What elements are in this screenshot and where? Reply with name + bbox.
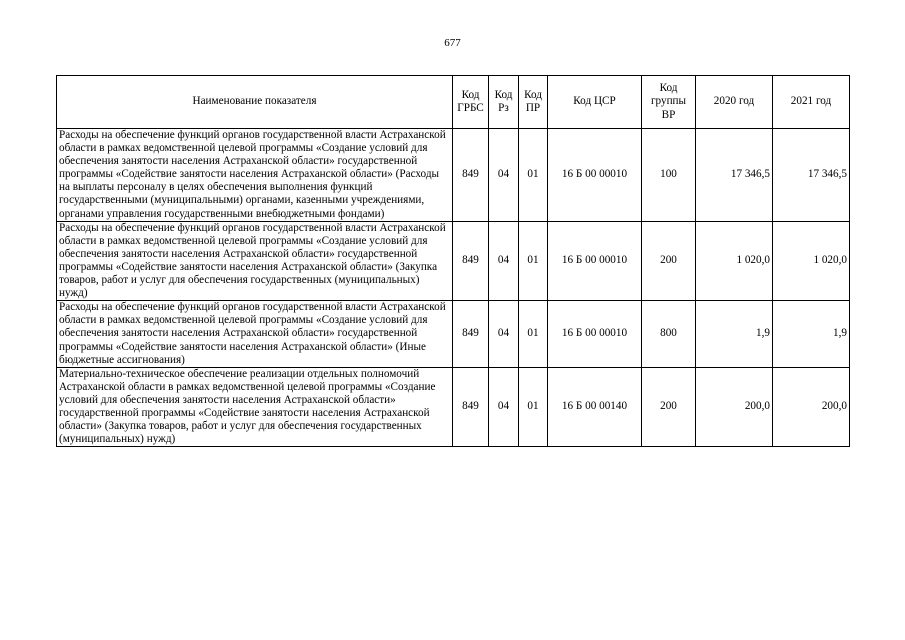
- amount-2020: 200,0: [696, 367, 773, 447]
- table-row: [57, 129, 850, 222]
- pr-code: 01: [519, 221, 548, 301]
- amount-2021: 17 346,5: [773, 129, 850, 222]
- header-rz: Код Рз: [489, 76, 519, 129]
- header-vr: Код группы ВР: [642, 76, 696, 129]
- pr-code: 01: [519, 367, 548, 447]
- grbs-code: 849: [453, 129, 489, 222]
- page-number: 677: [444, 37, 461, 49]
- grbs-code: 849: [453, 301, 489, 367]
- header-2020: 2020 год: [696, 76, 773, 129]
- vr-code: 100: [642, 129, 696, 222]
- indicator-name: Материально-техническое обеспечение реализации отдельных полномочий Астраханской области в рамках ведомственной целевой программы «Создание условий для обеспечения занятости населения Астраханской области» государственной программы «Содействие занятости населения Астраханской области» (Закупка товаров, работ и услуг для обеспечения государственных (муниципальных) нужд): [57, 367, 453, 447]
- pr-code: 01: [519, 301, 548, 367]
- table-row: [57, 301, 850, 367]
- table-row: [57, 221, 850, 301]
- header-name: Наименование показателя: [57, 76, 453, 129]
- indicator-name: Расходы на обеспечение функций органов государственной власти Астраханской области в рамках ведомственной целевой программы «Создание условий для обеспечения занятости населения Астраханской области» государственной программы «Содействие занятости населения Астраханской области» (Расходы на выплаты персоналу в целях обеспечения выполнения функций государственными (муниципальными) органами, казенными учреждениями, органами управления государственными внебюджетными фондами): [57, 129, 453, 222]
- table-row: [57, 367, 850, 447]
- vr-code: 200: [642, 367, 696, 447]
- csr-code: 16 Б 00 00010: [548, 221, 642, 301]
- vr-code: 800: [642, 301, 696, 367]
- csr-code: 16 Б 00 00010: [548, 301, 642, 367]
- csr-code: 16 Б 00 00140: [548, 367, 642, 447]
- rz-code: 04: [489, 221, 519, 301]
- header-grbs: Код ГРБС: [453, 76, 489, 129]
- csr-code: 16 Б 00 00010: [548, 129, 642, 222]
- header-pr: Код ПР: [519, 76, 548, 129]
- table-header-row: [57, 76, 850, 129]
- amount-2021: 1 020,0: [773, 221, 850, 301]
- rz-code: 04: [489, 301, 519, 367]
- rz-code: 04: [489, 129, 519, 222]
- amount-2020: 17 346,5: [696, 129, 773, 222]
- amount-2021: 200,0: [773, 367, 850, 447]
- grbs-code: 849: [453, 221, 489, 301]
- amount-2020: 1,9: [696, 301, 773, 367]
- header-csr: Код ЦСР: [548, 76, 642, 129]
- pr-code: 01: [519, 129, 548, 222]
- amount-2020: 1 020,0: [696, 221, 773, 301]
- grbs-code: 849: [453, 367, 489, 447]
- vr-code: 200: [642, 221, 696, 301]
- indicator-name: Расходы на обеспечение функций органов государственной власти Астраханской области в рамках ведомственной целевой программы «Создание условий для обеспечения занятости населения Астраханской области» государственной программы «Содействие занятости населения Астраханской области» (Закупка товаров, работ и услуг для обеспечения государственных (муниципальных) нужд): [57, 221, 453, 301]
- indicator-name: Расходы на обеспечение функций органов государственной власти Астраханской области в рамках ведомственной целевой программы «Создание условий для обеспечения занятости населения Астраханской области» государственной программы «Содействие занятости населения Астраханской области» (Иные бюджетные ассигнования): [57, 301, 453, 367]
- amount-2021: 1,9: [773, 301, 850, 367]
- rz-code: 04: [489, 367, 519, 447]
- budget-table: [56, 75, 850, 447]
- header-2021: 2021 год: [773, 76, 850, 129]
